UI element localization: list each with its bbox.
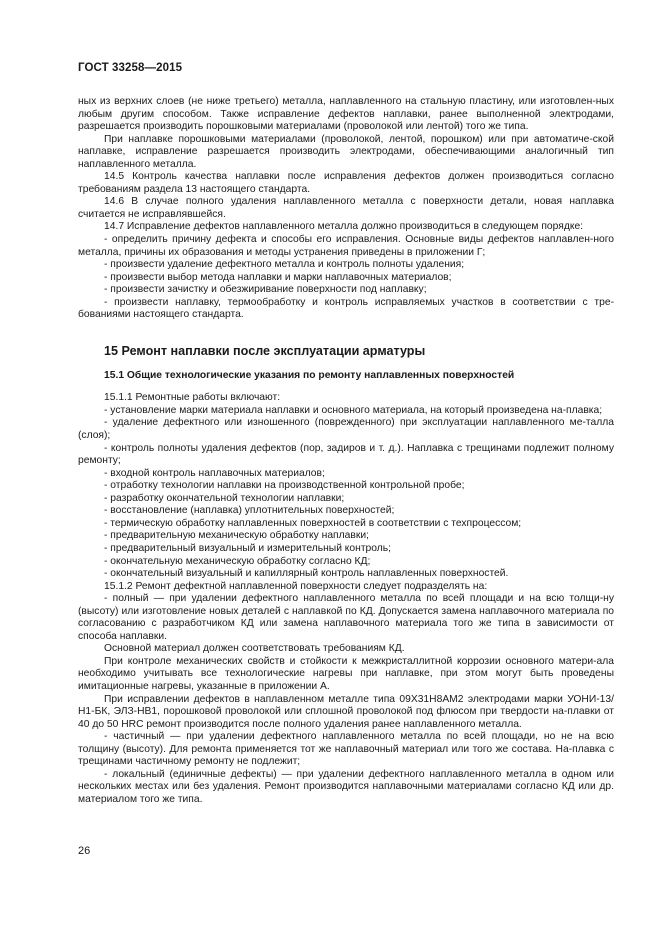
list-item: - отработку технологии наплавки на производственной контрольной пробе; (104, 480, 465, 492)
list-item: - разработку окончательной технологии наплавки; (104, 492, 345, 504)
list-item: - предварительную механическую обработку наплавки; (104, 530, 369, 542)
page-content (78, 96, 614, 806)
list-item: - полный — при удалении дефектного наплавленного металла по всей площади и на всю толщи-ну (высоту) или изготовление новых деталей с наплавкой по КД. Допускается замена наплавочного материала по согласованию с разработчиком КД или замена наплавочного материала того же типа в зависимости от способа наплавки. (78, 593, 614, 642)
list-item: - предварительный визуальный и измерительный контроль; (104, 542, 392, 554)
list-item: - удаление дефектного или изношенного (поврежденного) при эксплуатации наплавленного ме-талла (слоя); (78, 417, 614, 442)
list-item: - термическую обработку наплавленных поверхностей в соответствии с техпроцессом; (104, 517, 522, 529)
paragraph: 14.6 В случае полного удаления наплавленного металла с поверхности детали, новая наплавка считается не исправлявшейся. (78, 196, 614, 220)
paragraph: 14.7 Исправление дефектов наплавленного металла должно производиться в следующем порядке: (104, 221, 584, 233)
paragraph: При контроле механических свойств и стойкости к межкристаллитной коррозии основного матери-ала необходимо учитывать все технологические нагревы при наплавке, при этом могут быть проведены имитационные нагревы, указанные в приложении А. (78, 655, 614, 692)
list-item: - частичный — при удалении дефектного наплавленного металла по всей площади, но не на всю толщину (высоту). Для ремонта применяется тот же наплавочный материал или того же состава. На-плавка с трещинами частичному ремонту не подлежит; (78, 731, 614, 768)
paragraph: ных из верхних слоев (не ниже третьего) металла, наплавленного на стальную пластину, или изготовлен-ных любым другим способом. Также исправление дефектов наплавки, ранее выполненной электродами, разрешается производить порошковыми материалами (проволокой или лентой) того же типа. (78, 96, 614, 133)
list-item: - входной контроль наплавочных материалов; (104, 467, 325, 479)
paragraph: При наплавке порошковыми материалами (проволокой, лентой, порошком) или при автоматиче-ской наплавке, исправление разрешается производить электродами, обеспечивающими аналогичный тип наплавленного металла. (78, 133, 614, 170)
page-header: ГОСТ 33258—2015 (78, 62, 183, 74)
list-item: - установление марки материала наплавки и основного материала, на который произведена на-плавка; (104, 404, 603, 416)
list-item: - восстановление (наплавка) уплотнительных поверхностей; (104, 505, 395, 517)
paragraph: 15.1.1 Ремонтные работы включают: (104, 392, 281, 404)
list-item: - локальный (единичные дефекты) — при удалении дефектного наплавленного металла в одном или нескольких местах или без удаления. Ремонт производится наплавочными материалами согласно КД или др. материалом того же типа. (78, 768, 614, 805)
paragraph: При исправлении дефектов в наплавленном металле типа 09Х31Н8АМ2 электродами марки УОНИ-13/Н1-БК, ЭЛЗ-НВ1, порошковой проволокой или сплошной проволокой под флюсом при твердости на-плавки от 40 до 50 HRC ремонт производится после полного удаления ранее наплавленного металла. (78, 693, 614, 730)
paragraph: 15.1.2 Ремонт дефектной наплавленной поверхности следует подразделять на: (104, 580, 488, 592)
list-item: - окончательный визуальный и капиллярный контроль наплавленных поверхностей. (104, 568, 509, 580)
list-item: - произвести зачистку и обезжиривание поверхности под наплавку; (104, 284, 427, 296)
subsection-heading: 15.1 Общие технологические указания по ремонту наплавленных поверхностей (104, 369, 515, 381)
paragraph: 14.5 Контроль качества наплавки после исправления дефектов должен производиться согласно требованиям раздела 13 настоящего стандарта. (78, 171, 614, 195)
paragraph: Основной материал должен соответствовать требованиям КД. (104, 643, 405, 655)
list-item: - контроль полноты удаления дефектов (пор, задиров и т. д.). Наплавка с трещинами подлежит полному ремонту; (78, 442, 614, 467)
page-number: 26 (78, 845, 91, 857)
list-item: - произвести удаление дефектного металла и контроль полноты удаления; (104, 259, 465, 271)
list-item: - определить причину дефекта и способы его исправления. Основные виды дефектов наплавлен-ного металла, причины их образования и методы устранения приведены в приложении Г; (78, 234, 614, 258)
list-item: - произвести выбор метода наплавки и марки наплавочных материалов; (104, 271, 452, 283)
list-item: - произвести наплавку, термообработку и контроль исправляемых участков в соответствии с тре-бованиями настоящего стандарта. (78, 296, 614, 321)
list-item: - окончательную механическую обработку согласно КД; (104, 555, 371, 567)
section-heading: 15 Ремонт наплавки после эксплуатации арматуры (104, 343, 426, 358)
